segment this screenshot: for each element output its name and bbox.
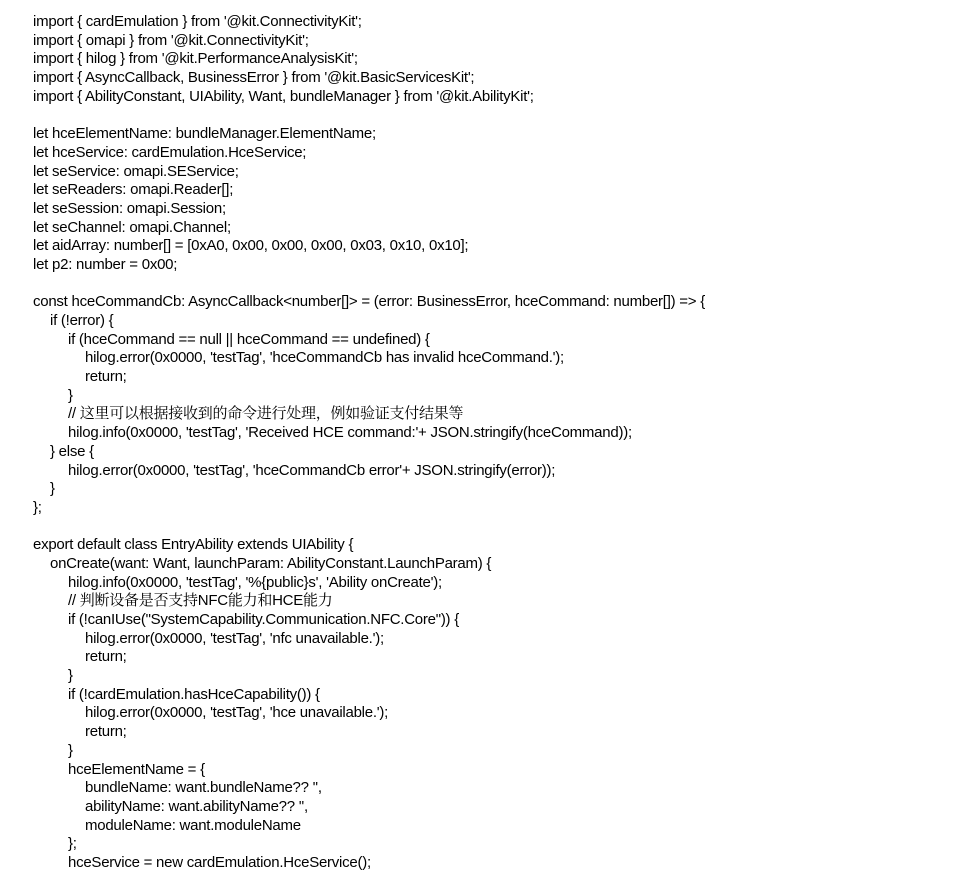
code-line: if (!error) { — [50, 312, 114, 329]
code-document — [33, 13, 953, 873]
code-line: const hceCommandCb: AsyncCallback<number[]> = (error: BusinessError, hceCommand: number[]) => { — [33, 293, 705, 311]
code-line: import { cardEmulation } from '@kit.ConnectivityKit'; — [33, 13, 362, 30]
code-line: import { omapi } from '@kit.ConnectivityKit'; — [33, 31, 309, 49]
code-line: import { AbilityConstant, UIAbility, Want, bundleManager } from '@kit.AbilityKit'; — [33, 87, 534, 105]
code-line: hceService = new cardEmulation.HceService(); — [68, 853, 371, 871]
code-line: bundleName: want.bundleName?? '', — [85, 779, 322, 797]
code-line: } — [50, 480, 55, 498]
blank-line — [33, 518, 953, 537]
blank-line — [33, 275, 953, 294]
code-line: hilog.error(0x0000, 'testTag', 'nfc unavailable.'); — [85, 629, 384, 647]
code-line: let aidArray: number[] = [0xA0, 0x00, 0x00, 0x00, 0x03, 0x10, 0x10]; — [33, 237, 469, 255]
code-line: // 这里可以根据接收到的命令进行处理，例如验证支付结果等 — [68, 405, 464, 423]
code-line: }; — [33, 498, 42, 516]
code-line: if (hceCommand == null || hceCommand == undefined) { — [68, 330, 430, 348]
code-line: hilog.info(0x0000, 'testTag', 'Received HCE command:'+ JSON.stringify(hceCommand)); — [68, 424, 632, 442]
code-line: export default class EntryAbility extends UIAbility { — [33, 536, 354, 554]
code-line: abilityName: want.abilityName?? '', — [85, 797, 308, 815]
code-line: onCreate(want: Want, launchParam: AbilityConstant.LaunchParam) { — [50, 554, 492, 572]
blank-line — [33, 106, 953, 125]
code-line: import { hilog } from '@kit.PerformanceAnalysisKit'; — [33, 50, 358, 68]
code-line: let seReaders: omapi.Reader[]; — [33, 181, 234, 199]
code-line: // 判断设备是否支持NFC能力和HCE能力 — [68, 592, 333, 610]
code-line: } — [68, 667, 73, 685]
code-line: } — [68, 741, 73, 759]
code-line: let p2: number = 0x00; — [33, 255, 178, 273]
code-line: let seChannel: omapi.Channel; — [33, 218, 231, 236]
code-line: if (!canIUse("SystemCapability.Communication.NFC.Core")) { — [68, 611, 459, 628]
code-line: let seSession: omapi.Session; — [33, 199, 226, 217]
code-line: moduleName: want.moduleName — [85, 816, 301, 834]
code-line: let seService: omapi.SEService; — [33, 162, 239, 180]
code-line: hilog.error(0x0000, 'testTag', 'hceCommandCb error'+ JSON.stringify(error)); — [68, 461, 556, 479]
code-line: return; — [85, 723, 127, 741]
code-line: let hceService: cardEmulation.HceService; — [33, 143, 307, 161]
code-line: return; — [85, 648, 127, 666]
code-line: }; — [68, 835, 77, 853]
code-line: return; — [85, 368, 127, 386]
code-line: if (!cardEmulation.hasHceCapability()) { — [68, 685, 320, 703]
code-line: hilog.error(0x0000, 'testTag', 'hceCommandCb has invalid hceCommand.'); — [85, 349, 564, 367]
code-line: } else { — [50, 442, 94, 460]
code-line: import { AsyncCallback, BusinessError } from '@kit.BasicServicesKit'; — [33, 69, 475, 87]
code-line: hceElementName = { — [68, 760, 205, 778]
code-line: hilog.info(0x0000, 'testTag', '%{public}s', 'Ability onCreate'); — [68, 573, 442, 591]
code-line: hilog.error(0x0000, 'testTag', 'hce unavailable.'); — [85, 704, 389, 722]
code-line: let hceElementName: bundleManager.ElementName; — [33, 125, 376, 143]
code-line: } — [68, 386, 73, 404]
